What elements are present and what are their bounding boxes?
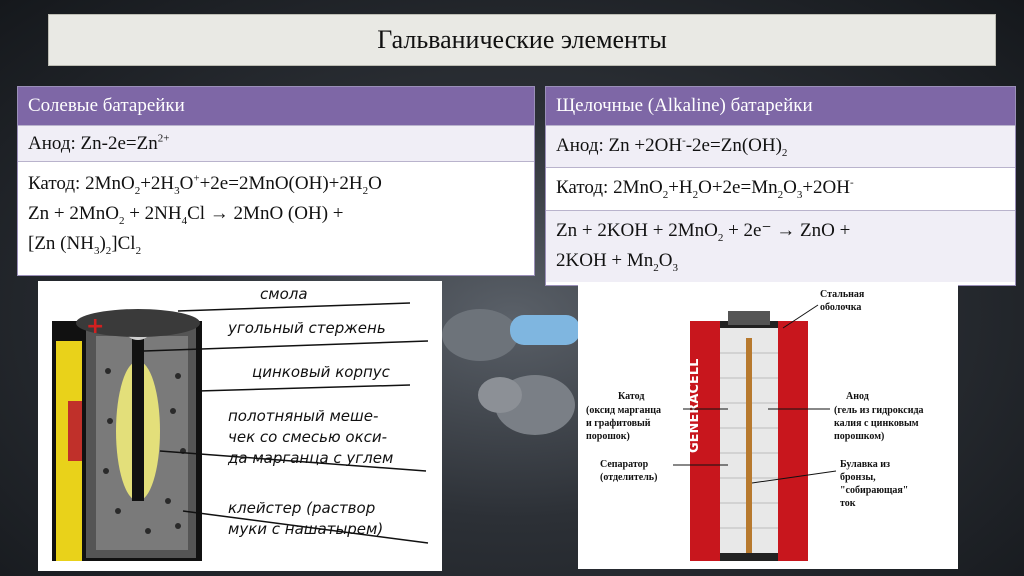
label-carbon-rod: угольный стержень <box>228 319 386 337</box>
slide-title: Гальванические элементы <box>48 14 996 66</box>
alkaline-cathode-row: Катод: $2MnO_2+H_2O+2e=Mn_2O_3+2OH^-$ <box>546 167 1015 210</box>
salt-battery-header: Солевые батарейки <box>18 87 534 125</box>
alkaline-battery-diagram <box>578 283 958 569</box>
salt-cathode-row: Катод: $2MnO_2+2H_3O^++2e=2MnO(OH)+2H_2O$ $Zn + 2MnO_2 + 2NH_4Cl \to 2MnO$ (OH) + [Zn $(NH_3)_2]Cl_2$ <box>18 161 534 263</box>
alkaline-reaction-row: Zn + 2KOH + 2MnO$_2$ + 2e⁻ → ZnO + $2KOH + Mn_2O_3$ <box>546 210 1015 282</box>
salt-battery-table <box>17 86 535 276</box>
background-photo-decoration <box>440 285 580 445</box>
label-pin-3: "собирающая" <box>840 485 909 496</box>
label-pin-2: бронзы, <box>840 472 876 483</box>
salt-battery-diagram <box>38 281 442 571</box>
label-cathode-2: (оксид марганца <box>586 405 661 416</box>
label-shell-1: Стальная <box>820 289 865 300</box>
label-resin: смола <box>260 285 308 303</box>
label-bag-2: чек со смесью окси- <box>228 428 388 446</box>
label-paste-2: муки с нашатырем) <box>228 520 384 538</box>
plus-sign: + <box>86 314 105 339</box>
label-pin-4: ток <box>840 498 856 509</box>
label-separator-2: (отделитель) <box>600 472 658 483</box>
label-bag-3: да марганца с углем <box>228 449 394 467</box>
label-cathode-4: порошок) <box>586 431 630 442</box>
label-anode-4: порошком) <box>834 431 885 442</box>
salt-anode-row: Анод: $Zn-2e=Zn^{2+}$ <box>18 125 534 162</box>
label-bag-1: полотняный меше- <box>228 407 379 425</box>
label-paste-1: клейстер (раствор <box>228 499 376 517</box>
label-cathode-1: Катод <box>618 391 645 402</box>
label-cathode-3: и графитовый <box>586 418 651 429</box>
label-separator-1: Сепаратор <box>600 459 649 470</box>
alkaline-anode-row: Анод: $Zn +2OH^--2e=Zn(OH)_2$ <box>546 125 1015 168</box>
label-anode-2: (гель из гидроксида <box>834 405 924 416</box>
label-pin-1: Булавка из <box>840 459 891 470</box>
alkaline-battery-table <box>545 86 1016 286</box>
alkaline-battery-header: Щелочные (Alkaline) батарейки <box>546 87 1015 125</box>
brand-text: GENERACELL <box>687 358 702 453</box>
label-anode-3: калия с цинковым <box>834 418 919 429</box>
label-anode-1: Анод <box>846 391 869 402</box>
label-shell-2: оболочка <box>820 302 862 313</box>
label-zinc-case: цинковый корпус <box>252 363 390 381</box>
